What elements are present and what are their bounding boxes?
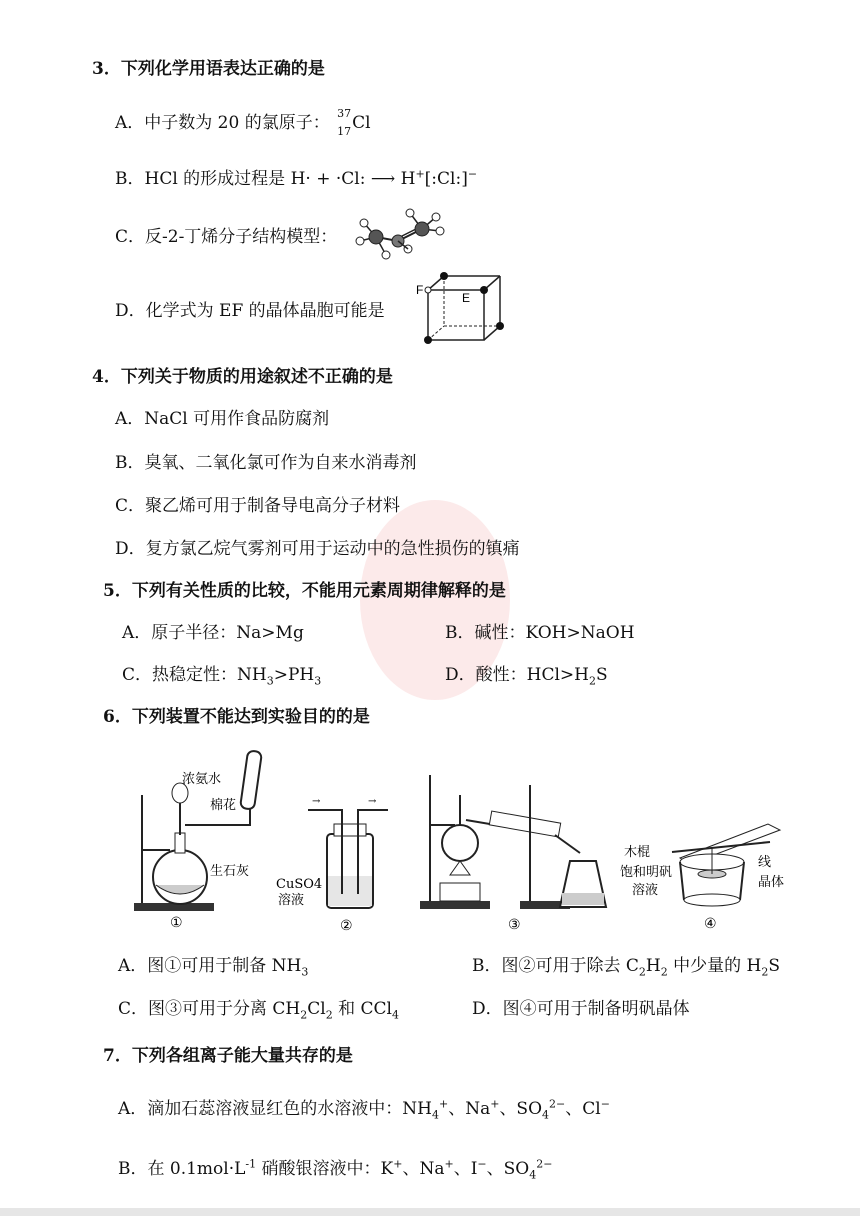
- q4-option-a: A．NaCl 可用作食品防腐剂: [115, 409, 330, 429]
- q5-c-mid: >PH: [273, 665, 315, 685]
- q4-option-b: B．臭氧、二氧化氯可作为自来水消毒剂: [115, 453, 417, 473]
- isotope-symbol: Cl: [352, 113, 371, 133]
- fig4-label-crystal: 晶体: [758, 875, 785, 890]
- q6-a-text: A．图①可用于制备 NH: [118, 956, 302, 976]
- q5-stem: 5．下列有关性质的比较，不能用元素周期律解释的是: [103, 581, 506, 601]
- apparatus-figure-4: [620, 800, 800, 935]
- q4-option-c: C．聚乙烯可用于制备导电高分子材料: [115, 496, 401, 516]
- q6-b-end2: S: [768, 956, 781, 976]
- q6-c-mid: Cl: [307, 999, 326, 1019]
- q3-stem: 3．下列化学用语表达正确的是: [92, 59, 325, 79]
- q5-option-c: C．热稳定性：$NH_3>PH_3$: [122, 665, 322, 688]
- q3-option-c: C．反-2-丁烯分子结构模型：: [115, 227, 338, 247]
- q7-option-a: A．滴加石蕊溶液显红色的水溶液中：$NH_4^+$、Na+、$SO_4^{2-}$、Cl−: [118, 1097, 610, 1122]
- trans-2-butene-model: [350, 205, 450, 265]
- page-bottom-edge: [0, 1208, 860, 1216]
- fig2-label-solution: 溶液: [278, 893, 305, 908]
- label-f: F: [416, 283, 424, 297]
- fig1-number: ①: [170, 915, 183, 931]
- fig2-arrow-in: →: [312, 796, 321, 807]
- hcl-formation-equation: H· + ·Cl: ⟶ H+[:Cl:]−: [290, 167, 478, 189]
- fig1-label-quicklime: 生石灰: [210, 864, 250, 879]
- arrow-icon: ⟶: [370, 169, 396, 189]
- q7-b-rest3: 、I: [453, 1159, 478, 1179]
- q4-option-d: D．复方氯乙烷气雾剂可用于运动中的急性损伤的镇痛: [115, 539, 520, 559]
- q6-b-text: B．图②可用于除去 C: [472, 956, 639, 976]
- q7-a-text: A．滴加石蕊溶液显红色的水溶液中：NH: [118, 1099, 432, 1119]
- fig4-label-stick: 木棍: [624, 845, 651, 860]
- q6-stem: 6．下列装置不能达到实验目的的是: [103, 707, 370, 727]
- q3-option-a-text: A．中子数为 20 的氯原子：: [115, 113, 330, 133]
- q6-option-d: D．图④可用于制备明矾晶体: [472, 999, 690, 1019]
- q7-a-rest2: 、SO: [499, 1099, 543, 1119]
- q7-a-rest3: 、Cl: [565, 1099, 601, 1119]
- isotope-mass-number: 37: [337, 107, 352, 120]
- q6-option-c: C．图③可用于分离 $CH_2Cl_2$ 和 CCl$_4$: [118, 999, 399, 1022]
- q3-option-a: [115, 107, 381, 138]
- equation-right-h: H: [400, 169, 416, 189]
- q5-option-d: D．酸性：$HCl>H_2S$: [445, 665, 608, 688]
- apparatus-figure-2: [272, 790, 392, 940]
- q7-a-rest: 、Na: [448, 1099, 491, 1119]
- q7-b-rest4: 、SO: [486, 1159, 530, 1179]
- q6-b-mid: H: [645, 956, 661, 976]
- q5-option-b: B．碱性：KOH>NaOH: [445, 623, 635, 643]
- label-e: E: [462, 291, 471, 305]
- q6-c-end: 和 CCl: [332, 999, 392, 1019]
- fig3-number: ③: [508, 917, 521, 933]
- q3-option-b: [115, 168, 477, 190]
- fig2-arrow-out: →: [368, 796, 377, 807]
- q6-c-text: C．图③可用于分离 CH: [118, 999, 301, 1019]
- fig4-label-saturated-alum: 饱和明矾: [620, 865, 673, 880]
- fig4-label-thread: 线: [758, 855, 772, 870]
- equation-right-cl: [:Cl:]: [424, 169, 468, 189]
- fig1-label-ammonia: 浓氨水: [182, 772, 222, 787]
- q7-stem: 7．下列各组离子能大量共存的是: [103, 1046, 353, 1066]
- q7-option-b: B．在 $0.1mol\cdot L^{-1}$ 硝酸银溶液中：K+、Na+、I−、$SO_4^{2-}$: [118, 1157, 553, 1182]
- q3-option-b-text: B．HCl 的形成过程是: [115, 169, 286, 189]
- q5-option-a: A．原子半径：Na>Mg: [122, 623, 304, 643]
- fig2-number: ②: [340, 918, 353, 934]
- apparatus-figure-1: [130, 745, 290, 935]
- apparatus-figure-3: [410, 765, 620, 935]
- q5-c-text: C．热稳定性：NH: [122, 665, 267, 685]
- q7-b-rest: 硝酸银溶液中：K: [256, 1159, 394, 1179]
- q3-option-d: D．化学式为 EF 的晶体晶胞可能是: [115, 301, 385, 321]
- q6-option-b: B．图②可用于除去 $C_2H_2$ 中少量的 $H_2S$: [472, 956, 781, 979]
- q6-b-end: 中少量的 H: [667, 956, 762, 976]
- crystal-cell-diagram: [408, 268, 508, 348]
- fig4-number: ④: [704, 916, 717, 932]
- isotope-atomic-number: 17: [337, 125, 352, 138]
- equation-left: H· + ·Cl:: [290, 169, 366, 189]
- fig2-label-cuso4: CuSO4: [276, 877, 323, 892]
- q5-d-text: D．酸性：HCl>H: [445, 665, 589, 685]
- q5-d-post: S: [595, 665, 608, 685]
- q7-b-rest2: 、Na: [402, 1159, 445, 1179]
- fig4-label-solution: 溶液: [632, 883, 659, 898]
- q6-option-a: A．图①可用于制备 $NH_3$: [118, 956, 309, 979]
- fig1-label-cotton: 棉花: [210, 798, 237, 813]
- q4-stem: 4．下列关于物质的用途叙述不正确的是: [92, 367, 393, 387]
- q7-b-text: B．在 0.1mol·L: [118, 1159, 246, 1179]
- chlorine-isotope-notation: [335, 107, 381, 138]
